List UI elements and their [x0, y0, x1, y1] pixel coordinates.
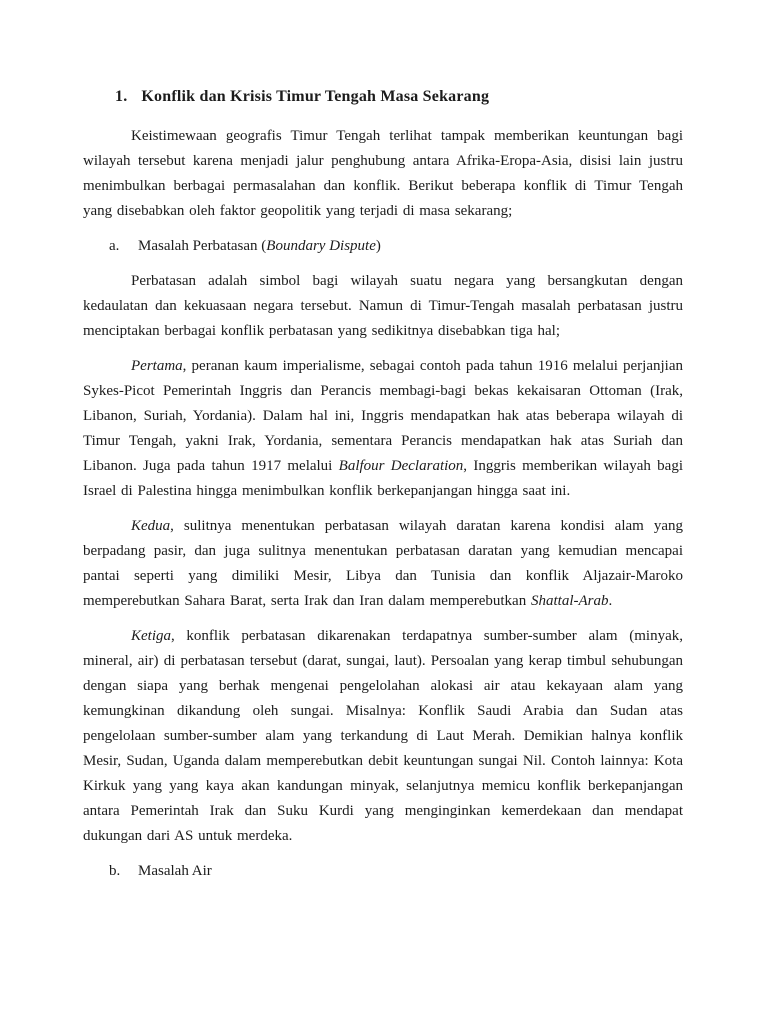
text-run: Pertama [131, 358, 183, 374]
paragraph [83, 269, 683, 344]
list-item-marker: b. [109, 863, 121, 879]
text-run: ) [375, 238, 381, 254]
text-run: Masalah Air [138, 863, 212, 879]
text-run: . [608, 593, 613, 609]
list-item-label [138, 234, 381, 259]
heading-text: Konflik dan Krisis Timur Tengah Masa Sekarang [141, 88, 490, 105]
text-run: Shattal-Arab [530, 593, 609, 609]
paragraph [83, 514, 683, 614]
heading-number: 1. [115, 88, 128, 105]
text-run: Perbatasan adalah simbol bagi wilayah suatu negara yang bersangkutan dengan kedaulatan dan kekuasaan negara tersebut. Namun di Timur-Tengah masalah perbatasan justru menciptakan berbagai konflik perbatasan yang sedikitnya disebabkan tiga hal; [83, 273, 683, 339]
list-item-label [138, 859, 212, 884]
paragraph [83, 124, 683, 224]
text-run: Keistimewaan geografis Timur Tengah terlihat tampak memberikan keuntungan bagi wilayah tersebut karena menjadi jalur penghubung antara Afrika-Eropa-Asia, disisi lain justru menimbulkan berbagai permasalahan dan konflik. Berikut beberapa konflik di Timur Tengah yang disebabkan oleh faktor geopolitik yang terjadi di masa sekarang; [83, 128, 683, 219]
list-item-marker: a. [109, 238, 120, 254]
document-body [83, 124, 683, 884]
list-item [109, 234, 683, 259]
page-title [115, 86, 683, 108]
text-run: Boundary Dispute [266, 238, 376, 254]
text-run: Masalah Perbatasan ( [138, 238, 267, 254]
list-item [109, 859, 683, 884]
text-run: , sulitnya menentukan perbatasan wilayah daratan karena kondisi alam yang berpadang pasir, dan juga sulitnya menentukan perbatasan daratan yang kemudian mencapai pantai seperti yang dimiliki Mesir, Libya dan Tunisia dan konflik Aljazair-Maroko memperebutkan Sahara Barat, serta Irak dan Iran dalam memperebutkan [83, 518, 683, 609]
text-run: Ketiga [131, 628, 171, 644]
text-run: , konflik perbatasan dikarenakan terdapatnya sumber-sumber alam (minyak, mineral, air) di perbatasan tersebut (darat, sungai, laut). Persoalan yang kerap timbul sehubungan dengan siapa yang berhak mengenai pengelolahan alokasi air atau kekayaan alam yang kemungkinan dikandung oleh sungai. Misalnya: Konflik Saudi Arabia dan Sudan atas pengelolaan sumber-sumber alam yang terkandung di Laut Merah. Demikian halnya konflik Mesir, Sudan, Uganda dalam memperebutkan debit keuntungan sungai Nil. Contoh lainnya: Kota Kirkuk yang yang kaya akan kandungan minyak, selanjutnya memicu konflik berkepanjangan antara Pemerintah Irak dan Suku Kurdi yang menginginkan kemerdekaan dan mendapat dukungan dari AS untuk merdeka. [83, 628, 683, 844]
text-run: , peranan kaum imperialisme, sebagai contoh pada tahun 1916 melalui perjanjian Sykes-Picot Pemerintah Inggris dan Perancis membagi-bagi bekas kekaisaran Ottoman (Irak, Libanon, Suriah, Yordania). Dalam hal ini, Inggris mendapatkan hak atas beberapa wilayah di Timur Tengah, yakni Irak, Yordania, sementara Perancis mendapatkan hak atas Suriah dan Libanon. Juga pada tahun 1917 melalui [83, 358, 683, 474]
paragraph [83, 624, 683, 849]
text-run: Balfour Declaration [338, 458, 464, 474]
text-run: , Inggris memberikan wilayah bagi Israel di Palestina hingga menimbulkan konflik berkepanjangan hingga saat ini. [83, 458, 683, 499]
paragraph [83, 354, 683, 504]
text-run: Kedua [131, 518, 171, 534]
